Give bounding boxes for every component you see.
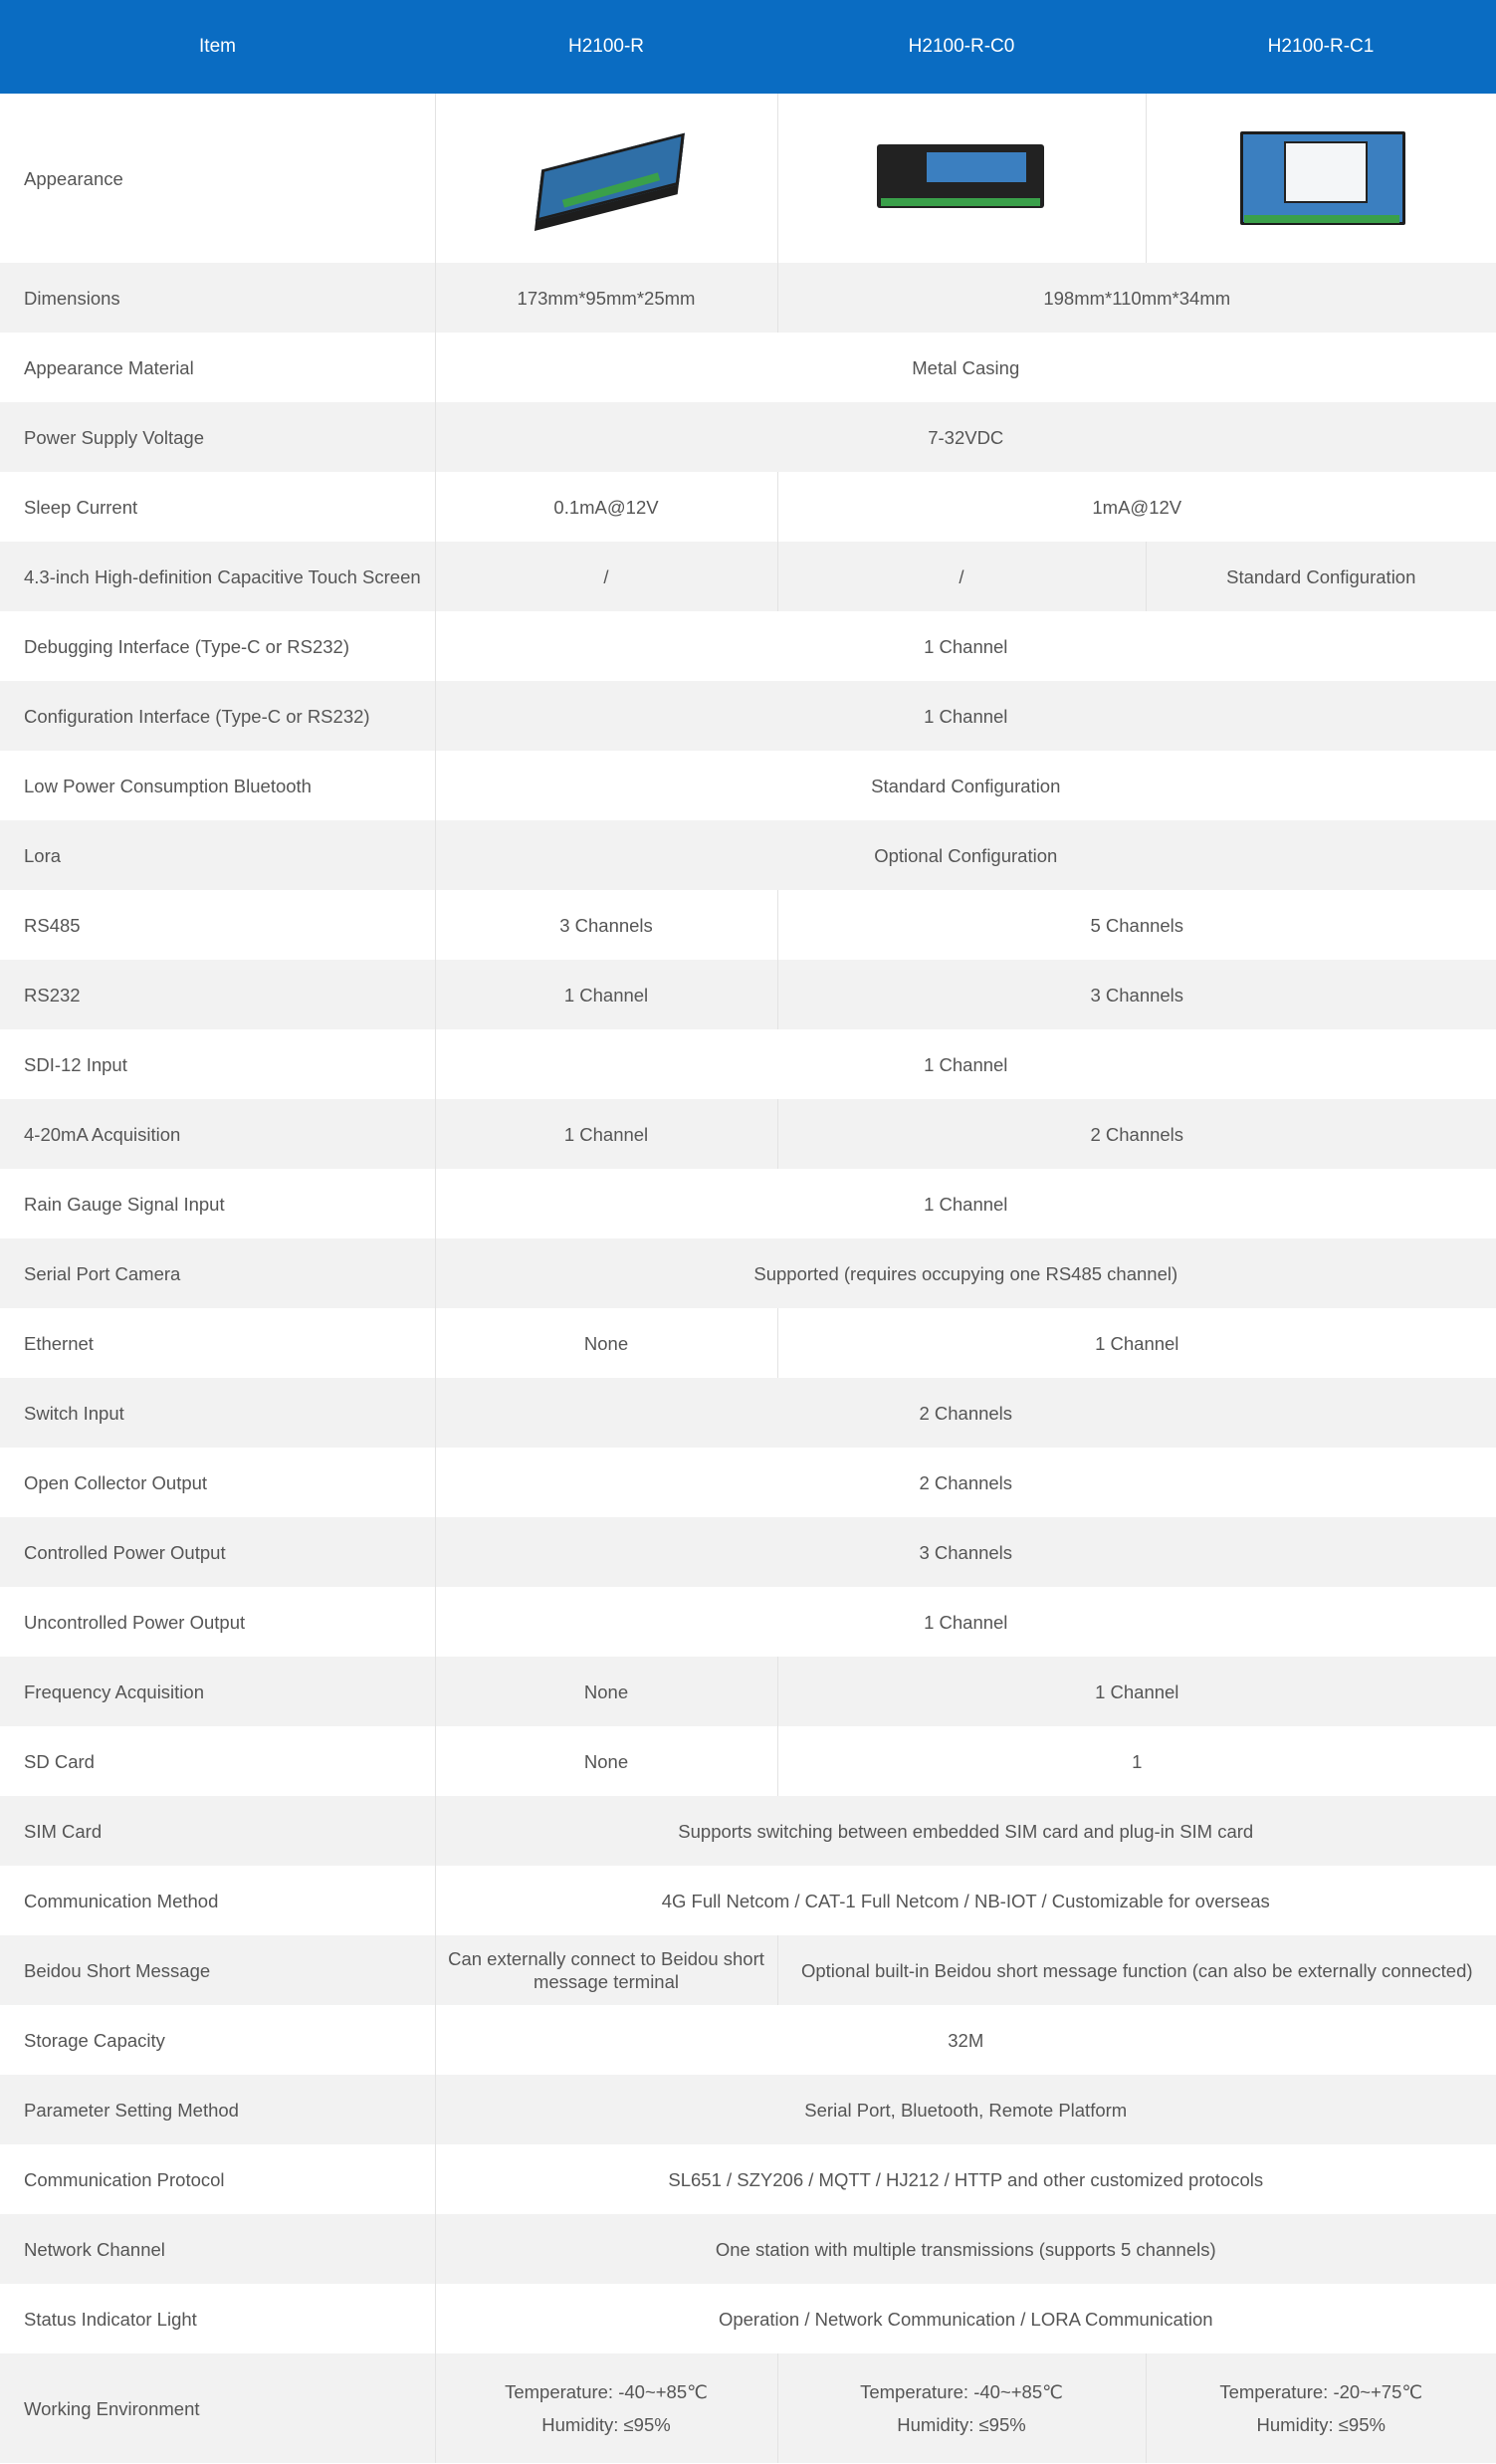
row-ethernet [0,1308,1496,1378]
spec-value: Serial Port, Bluetooth, Remote Platform [435,2075,1496,2144]
row-uncontrolled-power-output [0,1587,1496,1657]
row-sd-card [0,1726,1496,1796]
row-communication-protocol [0,2144,1496,2214]
row-label: SDI-12 Input [0,1029,435,1099]
row-label: Low Power Consumption Bluetooth [0,751,435,820]
spec-value: One station with multiple transmissions (supports 5 channels) [435,2214,1496,2284]
spec-value: 1 Channel [435,1169,1496,1238]
humidity-value: Humidity: ≤95% [897,2414,1026,2435]
row-beidou-short-message [0,1935,1496,2005]
environment-cell [777,2353,1146,2463]
row-rain-gauge-signal-input [0,1169,1496,1238]
row-lora [0,820,1496,890]
row-appearance-material [0,333,1496,402]
row-label: Controlled Power Output [0,1517,435,1587]
row-storage-capacity [0,2005,1496,2075]
row-4-20ma-acquisition [0,1099,1496,1169]
row-label: Debugging Interface (Type-C or RS232) [0,611,435,681]
spec-value: SL651 / SZY206 / MQTT / HJ212 / HTTP and other customized protocols [435,2144,1496,2214]
row-label: Uncontrolled Power Output [0,1587,435,1657]
header-h2100-r-c0: H2100-R-C0 [777,0,1146,94]
spec-value: Optional built-in Beidou short message function (can also be externally connected) [777,1935,1496,2005]
row-configuration-interface-type-c-or-rs232 [0,681,1496,751]
header-row [0,0,1496,94]
row-parameter-setting-method [0,2075,1496,2144]
spec-value: / [435,542,777,611]
spec-value: 1 Channel [435,611,1496,681]
device-h2100-r-c1-image [1226,121,1415,231]
spec-value: 3 Channels [777,960,1496,1029]
spec-value: 0.1mA@12V [435,472,777,542]
spec-value: 4G Full Netcom / CAT-1 Full Netcom / NB-IOT / Customizable for overseas [435,1866,1496,1935]
spec-value: Supported (requires occupying one RS485 channel) [435,1238,1496,1308]
row-label: Frequency Acquisition [0,1657,435,1726]
row-label: SD Card [0,1726,435,1796]
device-h2100-r-image [522,126,691,226]
row-controlled-power-output [0,1517,1496,1587]
row-low-power-consumption-bluetooth [0,751,1496,820]
row-open-collector-output [0,1448,1496,1517]
row-frequency-acquisition [0,1657,1496,1726]
row-label: RS485 [0,890,435,960]
device-h2100-r-c0-image [867,126,1056,226]
spec-value: 2 Channels [435,1378,1496,1448]
spec-value: Supports switching between embedded SIM card and plug-in SIM card [435,1796,1496,1866]
row-switch-input [0,1378,1496,1448]
spec-value: 1 Channel [435,960,777,1029]
row-label: Rain Gauge Signal Input [0,1169,435,1238]
row-label: 4.3-inch High-definition Capacitive Touch Screen [0,542,435,611]
row-label: Open Collector Output [0,1448,435,1517]
row-label: Communication Method [0,1866,435,1935]
row-rs232 [0,960,1496,1029]
header-item: Item [0,0,435,94]
spec-value: 1 Channel [435,1029,1496,1099]
row-label: Working Environment [0,2353,435,2463]
spec-value: 1 Channel [777,1657,1496,1726]
header-h2100-r-c1: H2100-R-C1 [1146,0,1496,94]
spec-value: 3 Channels [435,1517,1496,1587]
appearance-cell [1146,94,1496,263]
temperature-value: Temperature: -20~+75℃ [1219,2381,1423,2402]
row-label: Storage Capacity [0,2005,435,2075]
environment-cell [1146,2353,1496,2463]
row-network-channel [0,2214,1496,2284]
spec-value: Can externally connect to Beidou short message terminal [435,1935,777,2005]
temperature-value: Temperature: -40~+85℃ [860,2381,1063,2402]
row-label: SIM Card [0,1796,435,1866]
spec-value: 5 Channels [777,890,1496,960]
spec-value: 173mm*95mm*25mm [435,263,777,333]
spec-value: 1 Channel [777,1308,1496,1378]
spec-value: None [435,1657,777,1726]
row-label: 4-20mA Acquisition [0,1099,435,1169]
row-4-3-inch-high-definition-capacitive-touch-screen [0,542,1496,611]
row-label: Switch Input [0,1378,435,1448]
spec-value: Optional Configuration [435,820,1496,890]
spec-value: 1 Channel [435,1099,777,1169]
header-h2100-r: H2100-R [435,0,777,94]
row-label: Status Indicator Light [0,2284,435,2353]
row-sdi-12-input [0,1029,1496,1099]
spec-value: None [435,1308,777,1378]
appearance-cell [435,94,777,263]
row-label: Configuration Interface (Type-C or RS232) [0,681,435,751]
row-communication-method [0,1866,1496,1935]
spec-value: Standard Configuration [435,751,1496,820]
row-label: Communication Protocol [0,2144,435,2214]
row-sleep-current [0,472,1496,542]
spec-value: 2 Channels [777,1099,1496,1169]
spec-value: 7-32VDC [435,402,1496,472]
spec-value: 1 Channel [435,681,1496,751]
row-status-indicator-light [0,2284,1496,2353]
spec-value: Standard Configuration [1146,542,1496,611]
row-label: Lora [0,820,435,890]
row-label: Network Channel [0,2214,435,2284]
row-label: Dimensions [0,263,435,333]
spec-value: / [777,542,1146,611]
row-label: Power Supply Voltage [0,402,435,472]
row-serial-port-camera [0,1238,1496,1308]
spec-value: 1 [777,1726,1496,1796]
spec-value: 1mA@12V [777,472,1496,542]
spec-value: Metal Casing [435,333,1496,402]
row-label: Parameter Setting Method [0,2075,435,2144]
row-label: Ethernet [0,1308,435,1378]
spec-value: 1 Channel [435,1587,1496,1657]
spec-value: Operation / Network Communication / LORA Communication [435,2284,1496,2353]
row-debugging-interface-type-c-or-rs232 [0,611,1496,681]
humidity-value: Humidity: ≤95% [1256,2414,1386,2435]
row-sim-card [0,1796,1496,1866]
row-label: Appearance [0,94,435,263]
spec-value: 198mm*110mm*34mm [777,263,1496,333]
row-label: Serial Port Camera [0,1238,435,1308]
spec-value: None [435,1726,777,1796]
row-label: RS232 [0,960,435,1029]
spec-value: 2 Channels [435,1448,1496,1517]
row-label: Sleep Current [0,472,435,542]
temperature-value: Temperature: -40~+85℃ [505,2381,708,2402]
humidity-value: Humidity: ≤95% [541,2414,671,2435]
spec-value: 3 Channels [435,890,777,960]
row-appearance [0,94,1496,263]
environment-cell [435,2353,777,2463]
appearance-cell [777,94,1146,263]
spec-value: 32M [435,2005,1496,2075]
row-label: Appearance Material [0,333,435,402]
row-rs485 [0,890,1496,960]
row-power-supply-voltage [0,402,1496,472]
row-label: Beidou Short Message [0,1935,435,2005]
row-dimensions [0,263,1496,333]
row-working-environment [0,2353,1496,2463]
